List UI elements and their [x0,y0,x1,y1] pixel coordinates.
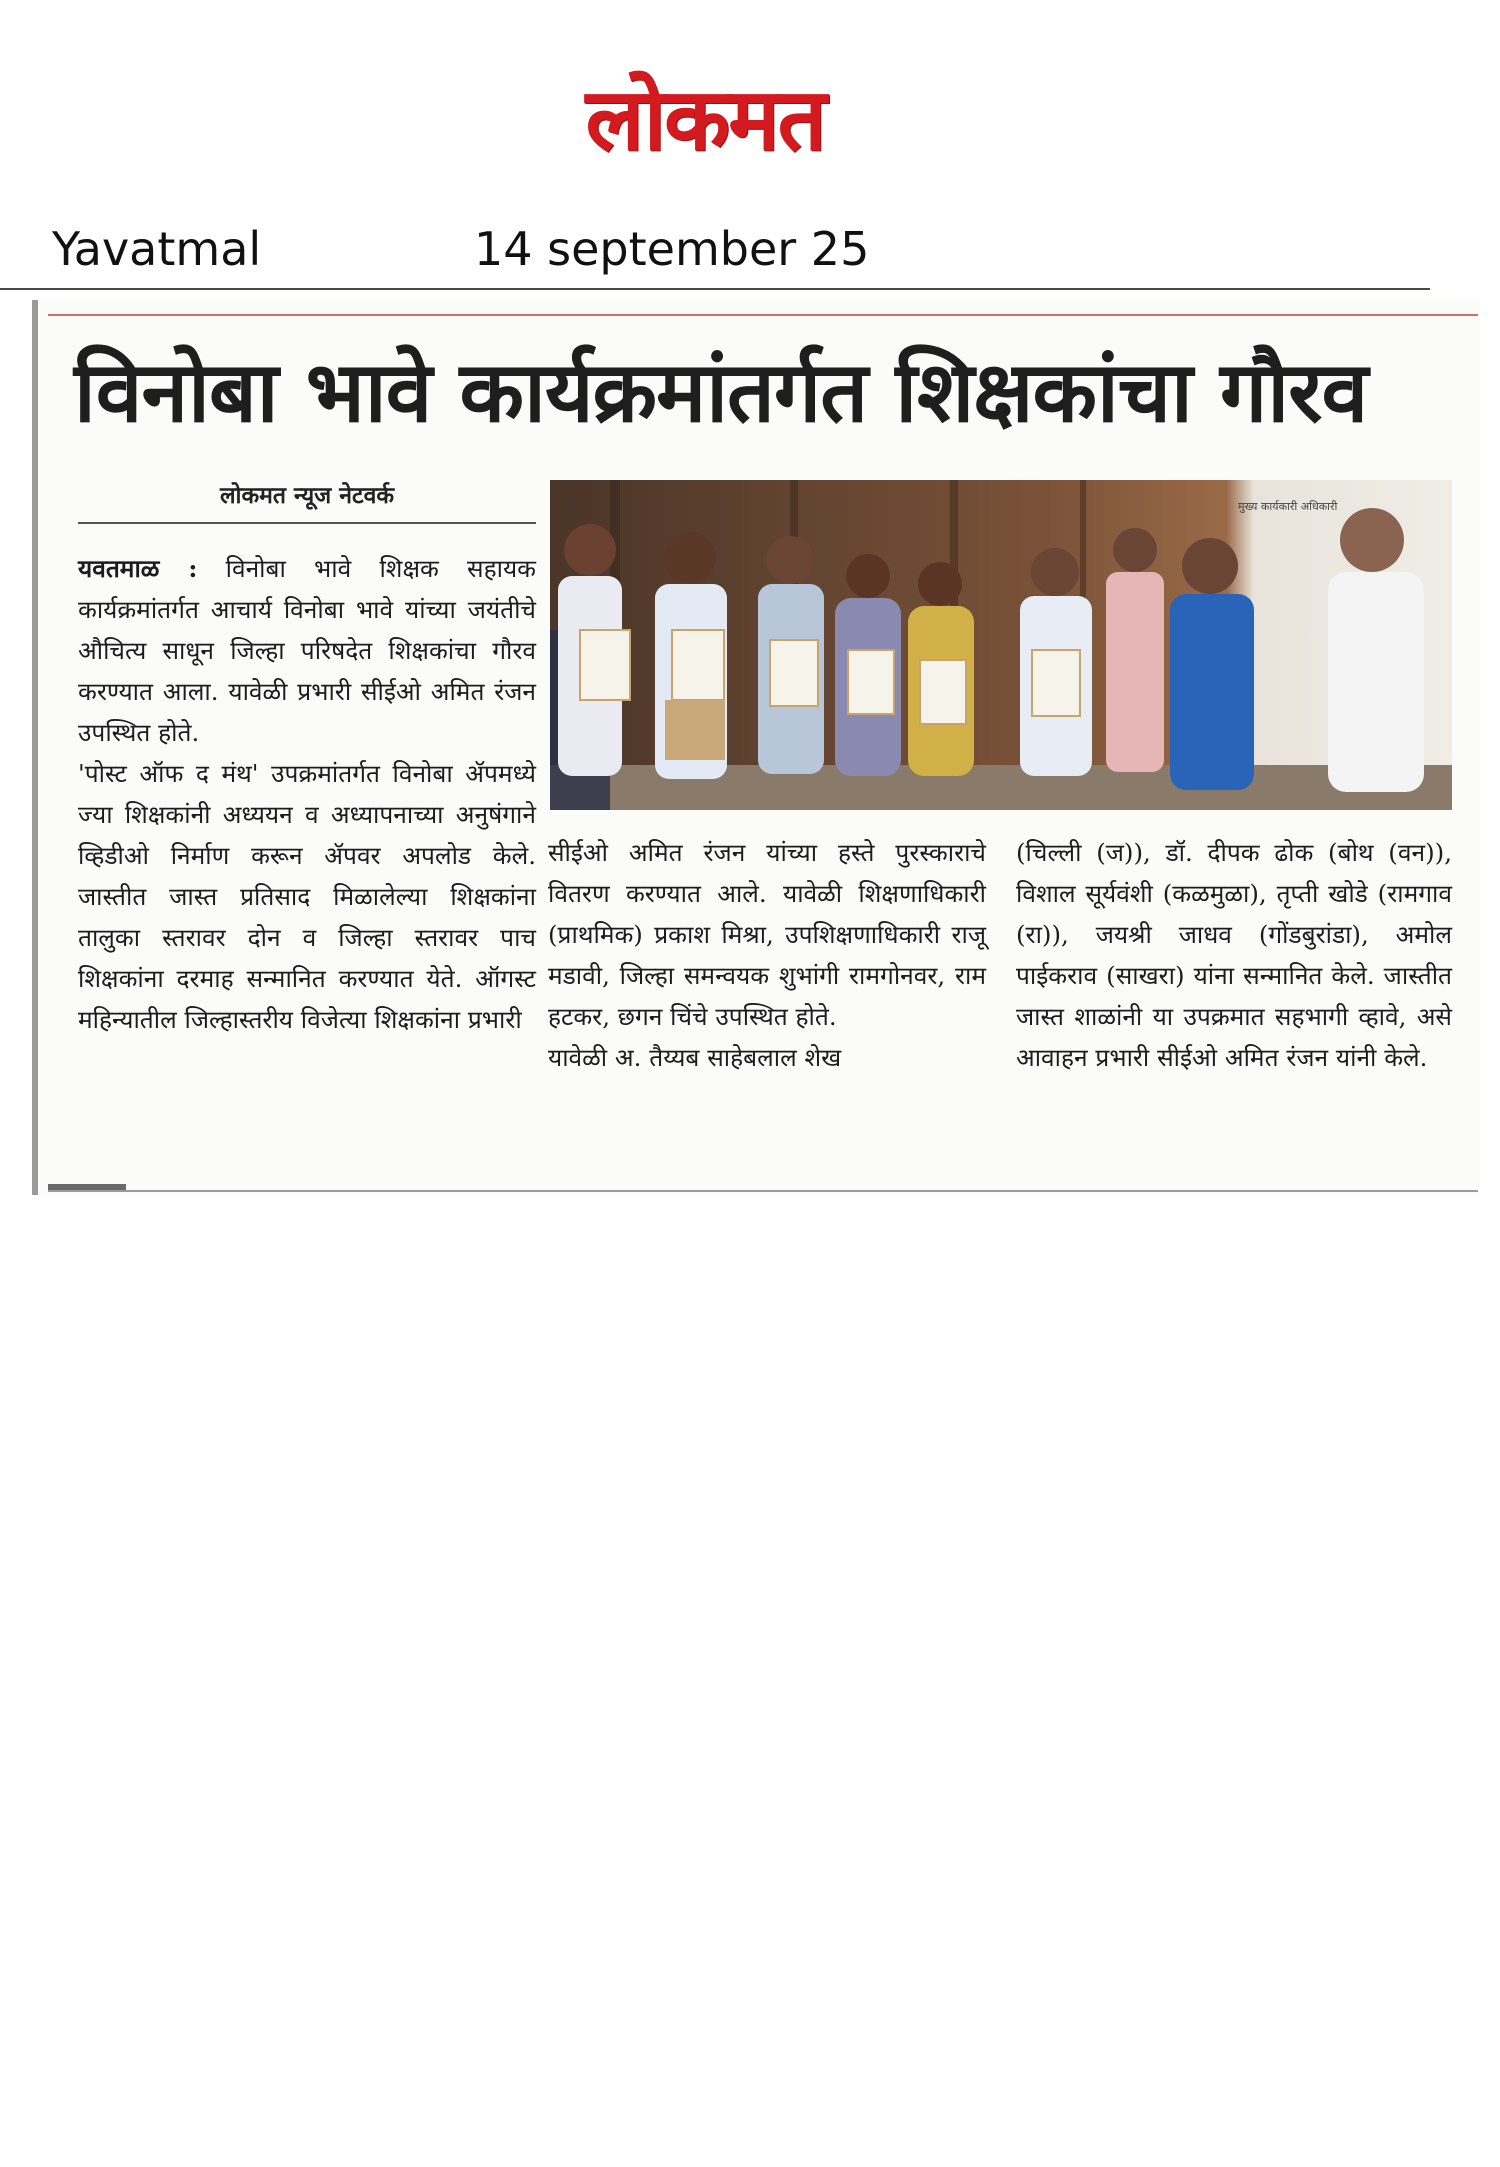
edition-date: 14 september 25 [474,222,870,276]
article-paragraph-2: 'पोस्ट ऑफ द मंथ' उपक्रमांतर्गत विनोबा ॲपमध्ये ज्या शिक्षकांनी अध्ययन व अध्यापनाच्या अनुषंगाने व्हिडीओ निर्माण करून ॲपवर अपलोड केले. जास्तीत जास्त प्रतिसाद मिळालेल्या शिक्षकांना तालुका स्तरावर दोन व जिल्हा स्तरावर पाच शिक्षकांना दरमाह सन्मानित करण्यात येते. ऑगस्ट महिन्यातील जिल्हास्तरीय विजेत्या शिक्षकांना प्रभारी [78,759,536,1034]
edition-place: Yavatmal [52,222,262,276]
photo-sign-text: मुख्य कार्यकारी अधिकारी [1238,500,1338,513]
clipping-bottom-rule [48,1190,1478,1192]
article-dateword: यवतमाळ : [78,554,198,583]
byline-rule [78,522,536,524]
article-byline: लोकमत न्यूज नेटवर्क [219,482,395,509]
article-photo [550,480,1452,810]
article-lead: विनोबा भावे शिक्षक सहायक कार्यक्रमांतर्गत आचार्य विनोबा भावे यांच्या जयंतीचे औचित्य साधून जिल्हा परिषदेत शिक्षकांचा गौरव करण्यात आला. यावेळी प्रभारी सीईओ अमित रंजन उपस्थित होते. [78,554,536,747]
newspaper-logo: लोकमत [585,69,825,170]
article-column-2: सीईओ अमित रंजन यांच्या हस्ते पुरस्काराचे वितरण करण्यात आले. यावेळी शिक्षणाधिकारी (प्राथमिक) प्रकाश मिश्रा, उपशिक्षणाधिकारी राजू मडावी, जिल्हा समन्वयक शुभांगी रामगोनवर, राम हटकर, छगन चिंचे उपस्थित होते. यावेळी अ. तैय्यब साहेबलाल शेख [548,838,986,1072]
newspaper-clipping [32,300,1480,1195]
article-headline: विनोबा भावे कार्यक्रमांतर्गत शिक्षकांचा गौरव [74,343,1368,441]
masthead [470,55,940,185]
dateline [52,222,952,282]
group-photo-image [550,480,1452,810]
header-divider [0,288,1430,290]
clipping-top-rule [48,314,1478,316]
article-column-3: (चिल्ली (ज)), डॉ. दीपक ढोक (बोथ (वन)), विशाल सूर्यवंशी (कळमुळा), तृप्ती खोडे (रामगाव (रा)), जयश्री जाधव (गोंडबुरांडा), अमोल पाईकराव (साखरा) यांना सन्मानित केले. जास्तीत जास्त शाळांनी या उपक्रमात सहभागी व्हावे, असे आवाहन प्रभारी सीईओ अमित रंजन यांनी केले. [1016,838,1452,1072]
article-column-1 [78,548,536,1040]
